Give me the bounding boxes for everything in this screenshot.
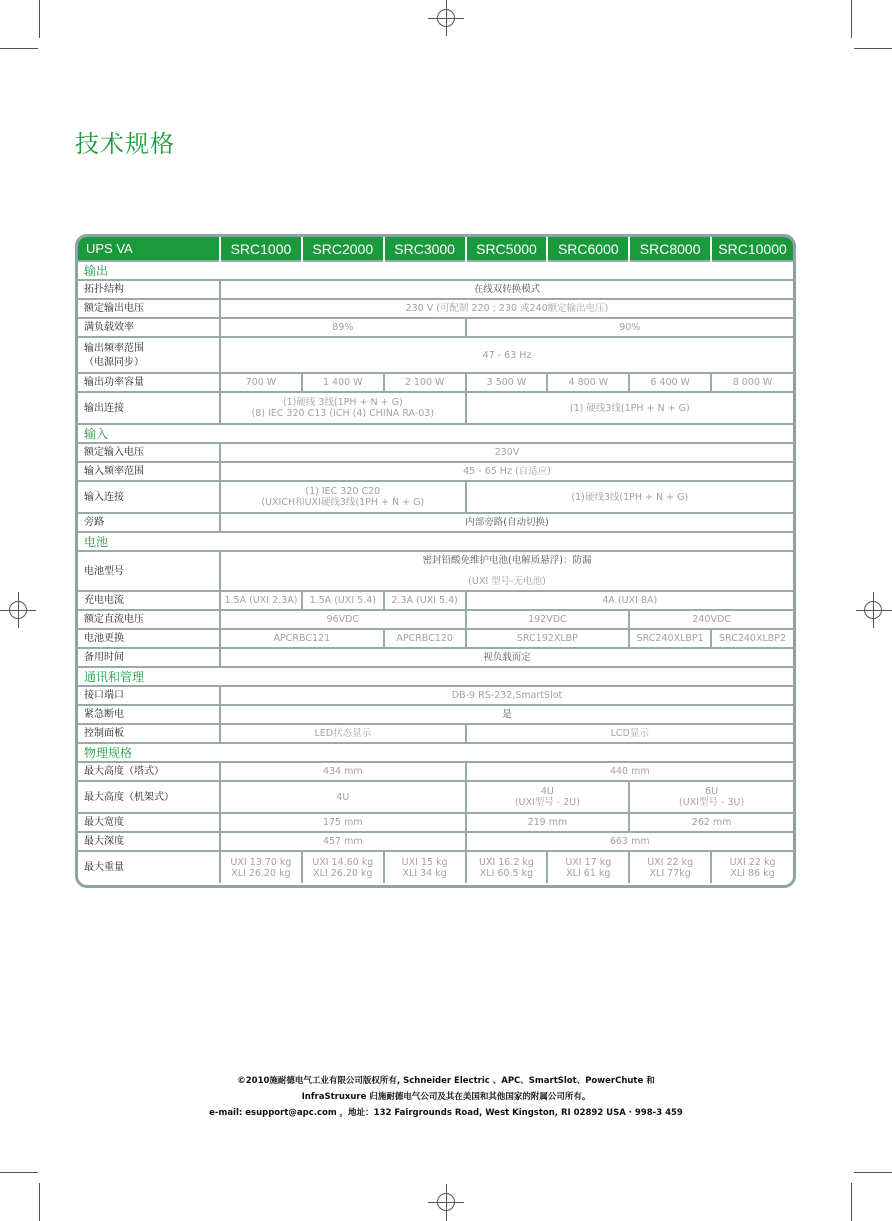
cell: APCRBC120 bbox=[384, 629, 466, 648]
page-title: 技术规格 bbox=[75, 130, 175, 158]
crop-mark bbox=[0, 48, 38, 49]
cell-line: UXI 15 kg bbox=[401, 856, 448, 868]
cell bbox=[220, 551, 793, 591]
table-row bbox=[78, 299, 793, 318]
row-label bbox=[78, 337, 220, 373]
crop-mark bbox=[0, 1172, 38, 1173]
table-row bbox=[78, 813, 793, 832]
cell: 230V bbox=[220, 443, 793, 462]
row-label: 备用时间 bbox=[78, 648, 220, 667]
header-cell: UPS VA bbox=[78, 237, 220, 261]
header-cell: SRC5000 bbox=[466, 237, 548, 261]
table-row bbox=[78, 610, 793, 629]
table-row bbox=[78, 373, 793, 392]
cell-line: XLI 34 kg bbox=[402, 867, 447, 879]
cell: APCRBC121 bbox=[220, 629, 384, 648]
cell: 3 500 W bbox=[466, 373, 548, 392]
cell-line: 4U bbox=[540, 786, 554, 797]
footer-contact[interactable]: e-mail: esupport@apc.com ，地址：132 Fairgrounds Road, West Kingston, RI 02892 USA · 998-3 459 bbox=[209, 1108, 683, 1118]
cell: 1.5A (UXI 5.4) bbox=[302, 591, 384, 610]
row-label: 电池更换 bbox=[78, 629, 220, 648]
table-row bbox=[78, 762, 793, 781]
cell: 2 100 W bbox=[384, 373, 466, 392]
cell: 440 mm bbox=[466, 762, 793, 781]
cell-line: XLI 60.5 kg bbox=[479, 867, 534, 879]
crop-mark bbox=[851, 1183, 852, 1221]
cell bbox=[220, 392, 466, 424]
section-title-battery: 电池 bbox=[78, 532, 793, 551]
cell bbox=[220, 851, 302, 883]
cell: 90% bbox=[466, 318, 793, 337]
registration-mark bbox=[0, 610, 36, 611]
registration-mark bbox=[856, 610, 892, 611]
crop-mark bbox=[39, 0, 40, 38]
row-label: 输出连接 bbox=[78, 392, 220, 424]
table-row bbox=[78, 392, 793, 424]
cell-line: (UXI型号 - 2U) bbox=[514, 797, 580, 808]
cell: (1) 硬线3线(1PH + N + G) bbox=[466, 392, 793, 424]
cell: 434 mm bbox=[220, 762, 466, 781]
cell: LCD显示 bbox=[466, 724, 793, 743]
row-label: 输入频率范围 bbox=[78, 462, 220, 481]
crop-mark bbox=[854, 48, 892, 49]
row-label: 拓扑结构 bbox=[78, 280, 220, 299]
row-label: 额定直流电压 bbox=[78, 610, 220, 629]
cell: 2.3A (UXI 5.4) bbox=[384, 591, 466, 610]
crop-mark bbox=[854, 1172, 892, 1173]
section-title-output: 输出 bbox=[78, 261, 793, 280]
row-label: 接口端口 bbox=[78, 686, 220, 705]
cell-line: UXI 13.70 kg bbox=[230, 856, 292, 868]
table-row bbox=[78, 629, 793, 648]
table-row bbox=[78, 705, 793, 724]
cell: LED状态显示 bbox=[220, 724, 466, 743]
cell-line: XLI 86 kg bbox=[730, 867, 775, 879]
row-label: 输入连接 bbox=[78, 481, 220, 513]
cell: 45 - 65 Hz (自适应) bbox=[220, 462, 793, 481]
row-label: 电池型号 bbox=[78, 551, 220, 591]
table-row bbox=[78, 443, 793, 462]
registration-mark bbox=[428, 1202, 464, 1203]
section-title-input: 输入 bbox=[78, 424, 793, 443]
table-row bbox=[78, 481, 793, 513]
cell-line: 密封铅酸免维护电池(电解质悬浮)：防漏 bbox=[422, 555, 592, 566]
cell-line: (1)硬线 3线(1PH + N + G) bbox=[282, 397, 403, 408]
cell: SRC192XLBP bbox=[466, 629, 630, 648]
cell-line: XLI 26.20 kg bbox=[231, 867, 291, 879]
registration-mark bbox=[428, 18, 464, 19]
cell: 262 mm bbox=[629, 813, 793, 832]
table-header bbox=[78, 237, 793, 261]
cell-line: 6U bbox=[705, 786, 719, 797]
cell: 1 400 W bbox=[302, 373, 384, 392]
cell bbox=[384, 851, 466, 883]
table-row bbox=[78, 551, 793, 591]
cell: 192VDC bbox=[466, 610, 630, 629]
table-row bbox=[78, 462, 793, 481]
row-label: 最大重量 bbox=[78, 851, 220, 883]
cell: 4 800 W bbox=[547, 373, 629, 392]
cell: 240VDC bbox=[629, 610, 793, 629]
row-label-line: （电源同步） bbox=[84, 356, 144, 368]
cell: 内部旁路(自动切换) bbox=[220, 513, 793, 532]
section-title-comm: 通讯和管理 bbox=[78, 667, 793, 686]
table-row bbox=[78, 781, 793, 813]
row-label: 满负载效率 bbox=[78, 318, 220, 337]
cell-line: UXI 22 kg bbox=[729, 856, 776, 868]
row-label: 最大高度（机架式） bbox=[78, 781, 220, 813]
cell bbox=[711, 851, 793, 883]
table-row bbox=[78, 337, 793, 373]
cell-line: UXI 22 kg bbox=[647, 856, 694, 868]
cell: 175 mm bbox=[220, 813, 466, 832]
cell-line: (1) IEC 320 C20 bbox=[305, 486, 381, 497]
row-label: 最大高度（塔式） bbox=[78, 762, 220, 781]
row-label: 紧急断电 bbox=[78, 705, 220, 724]
cell bbox=[302, 851, 384, 883]
table-row bbox=[78, 724, 793, 743]
cell: 在线双转换模式 bbox=[220, 280, 793, 299]
footer-line: InfraStruxure 归施耐德电气公司及其在美国和其他国家的附属公司所有。 bbox=[301, 1092, 591, 1102]
cell bbox=[466, 781, 630, 813]
cell: 4U bbox=[220, 781, 466, 813]
table-row bbox=[78, 591, 793, 610]
cell: SRC240XLBP2 bbox=[711, 629, 793, 648]
cell-line: UXI 17 kg bbox=[565, 856, 612, 868]
cell: (1)硬线3线(1PH + N + G) bbox=[466, 481, 793, 513]
footer-line: ©2010施耐德电气工业有限公司版权所有, Schneider Electric 、APC、SmartSlot、PowerChute 和 bbox=[237, 1076, 655, 1086]
header-cell: SRC8000 bbox=[629, 237, 711, 261]
table-row bbox=[78, 648, 793, 667]
header-cell: SRC6000 bbox=[547, 237, 629, 261]
cell: 6 400 W bbox=[629, 373, 711, 392]
cell: 47 - 63 Hz bbox=[220, 337, 793, 373]
cell-line: UXI 16.2 kg bbox=[478, 856, 534, 868]
cell-line: (UXI 型号-无电池) bbox=[468, 576, 546, 587]
row-label: 最大深度 bbox=[78, 832, 220, 851]
row-label: 最大宽度 bbox=[78, 813, 220, 832]
cell: 230 V (可配制 220 ; 230 或240额定输出电压) bbox=[220, 299, 793, 318]
cell: 663 mm bbox=[466, 832, 793, 851]
cell-line: XLI 77kg bbox=[649, 867, 691, 879]
header-cell: SRC2000 bbox=[302, 237, 384, 261]
section-title-physical: 物理规格 bbox=[78, 743, 793, 762]
header-cell: SRC3000 bbox=[384, 237, 466, 261]
crop-mark bbox=[851, 0, 852, 38]
table-row bbox=[78, 832, 793, 851]
row-label: 额定输入电压 bbox=[78, 443, 220, 462]
cell: 89% bbox=[220, 318, 466, 337]
header-cell: SRC1000 bbox=[220, 237, 302, 261]
table-row bbox=[78, 686, 793, 705]
cell-line: XLI 61 kg bbox=[566, 867, 611, 879]
cell: 219 mm bbox=[466, 813, 630, 832]
table-row bbox=[78, 851, 793, 883]
footer bbox=[0, 1073, 892, 1121]
header-cell: SRC10000 bbox=[711, 237, 793, 261]
row-label-line: 输出频率范围 bbox=[84, 342, 144, 354]
table-row bbox=[78, 513, 793, 532]
row-label: 额定输出电压 bbox=[78, 299, 220, 318]
cell-line: XLI 26.20 kg bbox=[313, 867, 373, 879]
cell: 457 mm bbox=[220, 832, 466, 851]
cell-line: (UXI型号 - 3U) bbox=[679, 797, 745, 808]
cell-line: UXI 14.60 kg bbox=[312, 856, 374, 868]
row-label: 输出功率容量 bbox=[78, 373, 220, 392]
cell bbox=[220, 481, 466, 513]
cell: 700 W bbox=[220, 373, 302, 392]
table-row bbox=[78, 318, 793, 337]
table-row bbox=[78, 280, 793, 299]
cell-line: (8) IEC 320 C13 (ICH (4) CHINA RA-03) bbox=[251, 408, 435, 419]
row-label: 控制面板 bbox=[78, 724, 220, 743]
cell bbox=[547, 851, 629, 883]
cell: 96VDC bbox=[220, 610, 466, 629]
cell-line: (UXICH和UXI硬线3线(1PH + N + G) bbox=[261, 497, 425, 508]
cell: DB-9 RS-232,SmartSlot bbox=[220, 686, 793, 705]
cell: 1.5A (UXI 2.3A) bbox=[220, 591, 302, 610]
cell bbox=[629, 851, 711, 883]
spec-table-card bbox=[75, 234, 796, 888]
cell: 8 000 W bbox=[711, 373, 793, 392]
crop-mark bbox=[39, 1183, 40, 1221]
row-label: 旁路 bbox=[78, 513, 220, 532]
cell: 视负载而定 bbox=[220, 648, 793, 667]
cell: SRC240XLBP1 bbox=[629, 629, 711, 648]
cell: 4A (UXI 8A) bbox=[466, 591, 793, 610]
spec-table bbox=[78, 237, 793, 883]
cell: 是 bbox=[220, 705, 793, 724]
cell bbox=[629, 781, 793, 813]
cell bbox=[466, 851, 548, 883]
row-label: 充电电流 bbox=[78, 591, 220, 610]
